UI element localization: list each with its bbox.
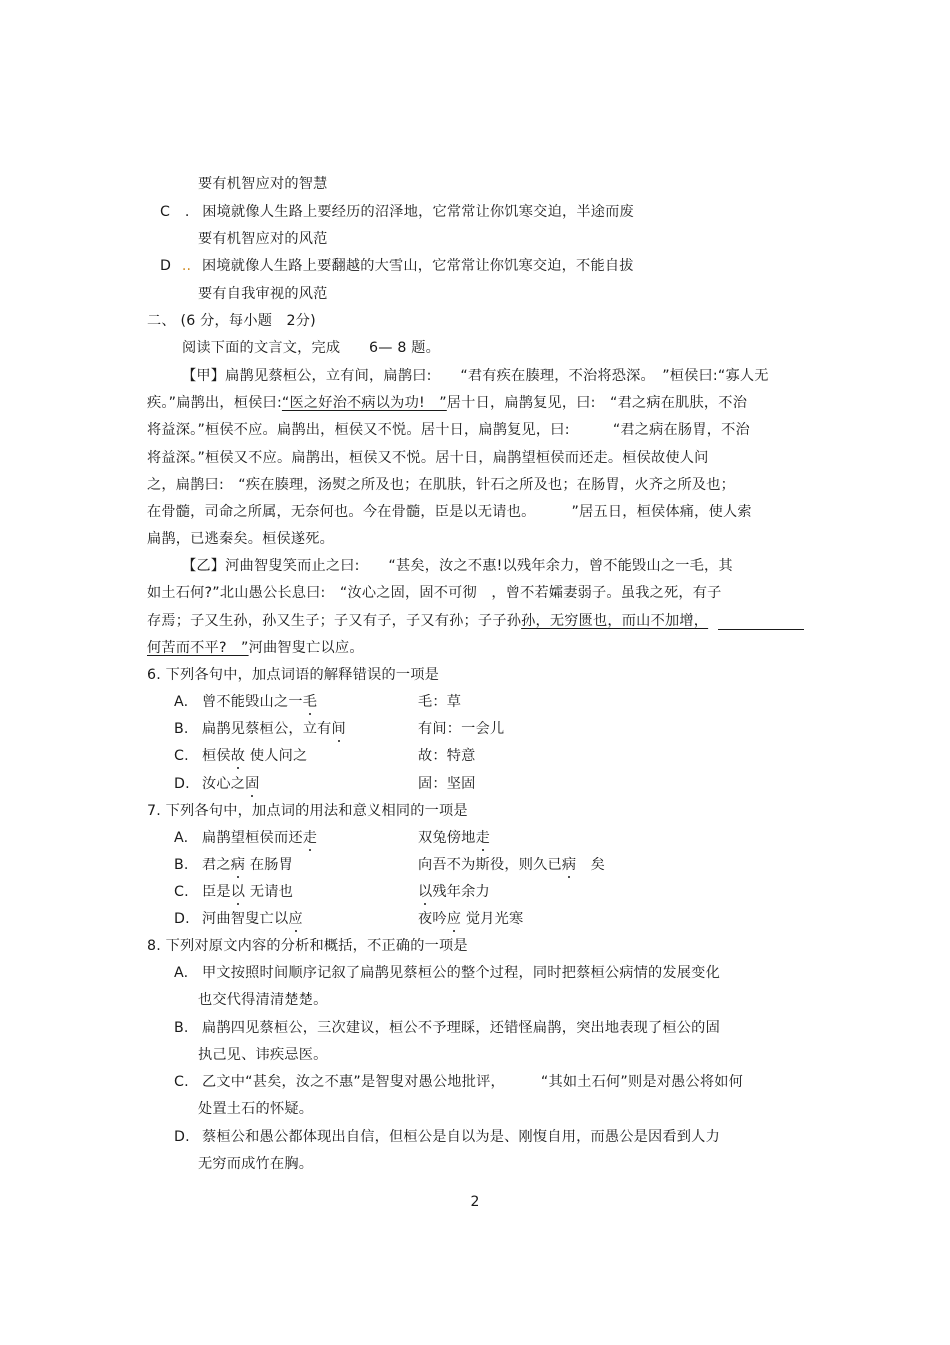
q6-option-c (174, 746, 307, 766)
q7-d-text: 河曲智叟亡以 (202, 911, 289, 927)
option-c-continuation: 要有机智应对的风范 (198, 231, 328, 247)
passage-yi-line-1: 【乙】河曲智叟笑而止之曰: “甚矣，汝之不惠!以残年余力，曾不能毁山之一毛，其 (182, 558, 733, 574)
q6-option-d (174, 774, 260, 794)
q7-b-compare-text: 向吾不为斯役，则久已 (418, 857, 562, 873)
option-d-dot: .. (181, 258, 192, 274)
q8-b-text: 扁鹊四见蔡桓公，三次建议，桓公不予理睬，还错怪扁鹊，突出地表现了桓公的固 (202, 1020, 720, 1036)
q8-a-continuation: 也交代得清清楚楚。 (198, 992, 328, 1008)
q7-d-compare-text: 夜吟 (418, 911, 447, 927)
option-c (160, 202, 634, 222)
q6-option-b (174, 719, 346, 739)
q7-d-key: D. (174, 911, 190, 927)
q8-a-key: A. (174, 965, 189, 981)
section-instruction: 阅读下面的文言文，完成 6— 8 题。 (182, 340, 441, 356)
passage-jia-line-2b: 居十日，扁鹊复见，曰: “君之病在肌肤，不治 (446, 395, 748, 411)
q8-c-text: 乙文中“甚矣，汝之不惠”是智叟对愚公地批评， “其如土石何”则是对愚公将如何 (202, 1074, 744, 1090)
q6-a-text: 曾不能毁山之一 (202, 694, 303, 710)
q6-c-text: 桓侯 (202, 748, 231, 764)
q7-a-compare (418, 828, 490, 848)
page-number: 2 (470, 1194, 480, 1210)
q7-c-text-post: 无请也 (245, 884, 294, 900)
passage-yi-line-3 (147, 611, 708, 631)
q8-d-key: D. (174, 1129, 190, 1145)
passage-jia-line-5: 之，扁鹊曰: “疾在腠理，汤熨之所及也；在肌肤，针石之所及也；在肠胃，火齐之所及也； (147, 477, 736, 493)
passage-jia-line-3: 将益深。”桓侯不应。扁鹊出，桓侯又不悦。居十日，扁鹊复见，曰: “君之病在肠胃，不治 (147, 422, 750, 438)
q6-a-key: A. (174, 694, 189, 710)
q7-c-compare-dotted: 以 (418, 884, 433, 900)
q8-c-key: C. (174, 1074, 189, 1090)
passage-yi-line-2: 如土石何?”北山愚公长息曰: “汝心之固，固不可彻 ，曾不若孀妻弱子。虽我之死，有子 (147, 585, 722, 601)
underline-extension (718, 629, 804, 630)
passage-jia-line-2 (147, 393, 747, 413)
q8-b-continuation: 执己见、讳疾忌医。 (198, 1047, 328, 1063)
q8-d-text: 蔡桓公和愚公都体现出自信，但桓公是自以为是、刚愎自用，而愚公是因看到人力 (202, 1129, 720, 1145)
passage-yi-underlined-2: 何苦而不平? ” (147, 640, 249, 656)
q7-option-c (174, 882, 293, 902)
q7-option-d (174, 909, 303, 929)
q7-b-key: B. (174, 857, 189, 873)
q6-c-key: C. (174, 748, 189, 764)
q7-stem: 7. 下列各句中，加点词的用法和意义相同的一项是 (147, 803, 468, 819)
q7-a-key: A. (174, 830, 189, 846)
q6-c-dotted: 故 (230, 748, 246, 764)
passage-jia-line-4: 将益深。”桓侯又不应。扁鹊出，桓侯又不悦。居十日，扁鹊望桓侯而还走。桓侯故使人问 (147, 450, 709, 466)
q6-d-key: D. (174, 776, 190, 792)
passage-yi-underlined-1: 孙，无穷匮也，而山不加增， (521, 613, 709, 629)
q7-c-text: 臣是 (202, 884, 231, 900)
q8-stem: 8. 下列对原文内容的分析和概括，不正确的一项是 (147, 938, 468, 954)
q6-a-dotted: 毛 (302, 694, 318, 710)
q7-b-compare (418, 855, 605, 875)
passage-jia-line-1: 【甲】扁鹊见蔡桓公，立有间，扁鹊曰: “君有疾在腠理，不治将恐深。 ”桓侯曰:“寡人无 (182, 368, 769, 384)
q8-option-d (174, 1127, 720, 1147)
q7-d-compare-dotted: 应 (446, 911, 462, 927)
q6-b-key: B. (174, 721, 189, 737)
q7-b-compare-dotted: 病 (561, 857, 577, 873)
q6-b-answer: 有间：一会儿 (418, 721, 505, 737)
q7-b-dotted: 病 (230, 857, 246, 873)
q7-a-text: 扁鹊望桓侯而还 (202, 830, 303, 846)
q7-d-dotted: 应 (288, 911, 303, 927)
q6-stem: 6. 下列各句中，加点词语的解释错误的一项是 (147, 667, 440, 683)
q7-c-dotted: 以 (230, 884, 246, 900)
passage-jia-underlined-quote: “医之好治不病以为功! ” (281, 395, 447, 411)
q7-d-compare (418, 909, 523, 929)
q7-option-a (174, 828, 317, 848)
q7-c-compare-text: 残年余力 (432, 884, 490, 900)
q6-a-answer: 毛：草 (418, 694, 462, 710)
q6-c-answer: 故：特意 (418, 748, 476, 764)
q8-c-continuation: 处置土石的怀疑。 (198, 1101, 314, 1117)
option-d-continuation: 要有自我审视的风范 (198, 286, 328, 302)
q6-option-a (174, 692, 317, 712)
q6-d-dotted: 固 (245, 776, 260, 792)
q8-b-key: B. (174, 1020, 189, 1036)
q6-c-text-post: 使人问之 (245, 748, 308, 764)
q7-c-key: C. (174, 884, 189, 900)
option-b-continuation: 要有机智应对的智慧 (198, 176, 328, 192)
passage-yi-line-3a: 存焉；子又生孙，孙又生子；子又有子，子又有孙；子子孙 (147, 613, 522, 629)
option-c-dot: . (184, 204, 190, 220)
q8-option-c (174, 1072, 743, 1092)
q7-a-compare-text: 双兔傍地 (418, 830, 476, 846)
q8-option-b (174, 1018, 720, 1038)
q6-d-text: 汝心之 (202, 776, 246, 792)
q7-option-b (174, 855, 293, 875)
q7-a-compare-dotted: 走 (475, 830, 490, 846)
passage-jia-line-7: 扁鹊，已逃秦矣。桓侯遂死。 (147, 531, 335, 547)
q6-d-answer: 固：坚固 (418, 776, 476, 792)
q7-b-text-post: 在肠胃 (245, 857, 294, 873)
section-header: 二、 (6 分，每小题 2分) (147, 313, 316, 329)
q6-b-dotted: 间 (331, 721, 346, 737)
q7-d-compare-post: 觉月光寒 (461, 911, 524, 927)
q7-b-text: 君之 (202, 857, 231, 873)
q7-a-dotted: 走 (302, 830, 318, 846)
option-c-key: C (160, 204, 171, 220)
passage-jia-line-2a: 疾。”扁鹊出，桓侯曰: (147, 395, 282, 411)
q8-a-text: 甲文按照时间顺序记叙了扁鹊见蔡桓公的整个过程，同时把蔡桓公病情的发展变化 (202, 965, 720, 981)
q7-c-compare (418, 882, 490, 902)
q8-d-continuation: 无穷而成竹在胸。 (198, 1156, 314, 1172)
option-d (160, 256, 634, 276)
q7-b-compare-post: 矣 (576, 857, 606, 873)
option-d-text: 困境就像人生路上要翻越的大雪山，它常常让你饥寒交迫，不能自拔 (201, 258, 634, 274)
option-c-text: 困境就像人生路上要经历的沼泽地，它常常让你饥寒交迫，半途而废 (202, 204, 634, 220)
passage-yi-line-4b: 河曲智叟亡以应。 (248, 640, 364, 656)
passage-jia-line-6: 在骨髓，司命之所属，无奈何也。今在骨髓，臣是以无请也。 ”居五日，桓侯体痛，使人索 (147, 504, 752, 520)
passage-yi-line-4 (147, 638, 364, 658)
option-d-key: D (160, 258, 172, 274)
q6-b-text: 扁鹊见蔡桓公，立有 (202, 721, 332, 737)
q8-option-a (174, 963, 720, 983)
